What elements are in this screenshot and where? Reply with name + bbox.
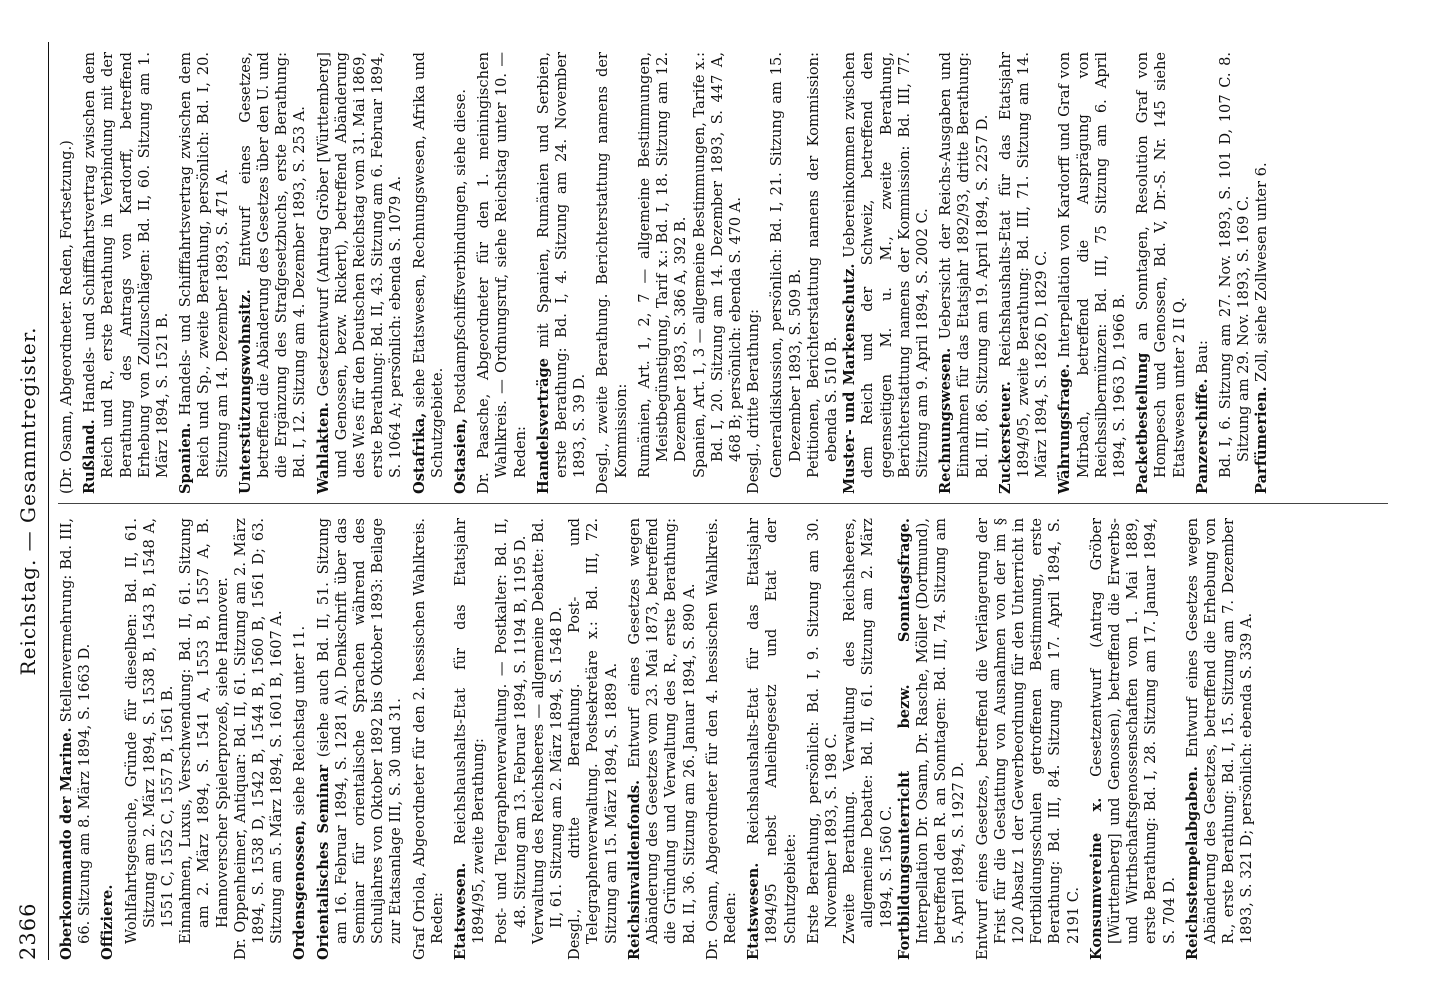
entry-text: Gesetzentwurf (Antrag Gröber [Württemberg] und Genossen, bezw. Rickert), betreffend Abänderung des W.es für den Deutschen Reichstag vom 31. Mai 1869, erste Berathung: Bd. II, 43. Sitzung am 6. Februar 1894, S. 1064 A; persönlich: ebenda S. 1079 A.	[314, 51, 405, 478]
entry-text: Reichshaushalts-Etat für das Etatsjahr 1894/95, zweite Berathung:	[452, 518, 488, 944]
index-entry	[535, 52, 590, 494]
index-entry	[452, 52, 470, 494]
entry-text: Interpellation Dr. Osann, Dr. Rasche, Möller (Dortmund), betreffend den R. an Sonntagen: Bd. III, 74. Sitzung am 5. April 1894, S. 1927 D.	[913, 518, 968, 944]
entry-text: Entwurf eines Gesetzes, betreffend die Verlängerung der Frist für die Gestattung von Ausnahmen von der im § 120 Absatz 1 der Gewerbeordnung für den Unterricht in Fortbildungsschulen getroffenen Bestimmung, erste Berathung: Bd. III, 84. Sitzung am 17. April 1894, S. 2191 C.	[973, 518, 1082, 960]
entry-text: Entwurf eines Gesetzes, betreffend die Abänderung des Gesetzes über den U. und die Ergänzung des Strafgesetzbuchs, erste Berathung: Bd. I, 12. Sitzung am 4. Dezember 1893, S. 253 A.	[236, 51, 309, 478]
index-entry	[177, 518, 232, 960]
entry-keyword: Rechnungswesen.	[937, 347, 955, 494]
index-entry	[997, 52, 1052, 494]
entry-keyword: Oberkommando der Marine.	[58, 727, 75, 960]
index-entry	[841, 518, 896, 960]
entry-text: Desgl., dritte Berathung:	[745, 308, 763, 494]
page-number: 2366	[16, 902, 40, 960]
index-entry	[58, 518, 94, 960]
entry-keyword: Packetbestellung	[1134, 352, 1152, 494]
entry-text: siehe Reichstag unter 11.	[291, 625, 309, 816]
entry-text: Dr. Oppenheimer, Antiquar: Bd. II, 61. Sitzung am 2. März 1894, S. 1538 D, 1542 B, 1544 B, 1560 B, 1561 D; 63. Sitzung am 5. März 1894, S. 1601 B, 1607 A.	[231, 518, 286, 960]
entry-keyword: Ostasien,	[452, 418, 470, 494]
index-entry	[1253, 52, 1271, 494]
index-entry	[1088, 518, 1179, 960]
index-entry	[530, 518, 566, 960]
entry-text: Petitionen, Berichterstattung namens der Kommission: ebenda S. 510 B.	[804, 52, 840, 478]
entry-text: Entwurf eines Gesetzes wegen Abänderung des Gesetzes vom 23. Mai 1873, betreffend die Gründung und Verwaltung des R., erste Berathung: Bd. II, 36. Sitzung am 26. Januar 1894, S. 890 A.	[625, 518, 698, 944]
index-entry	[1217, 52, 1253, 494]
index-entry	[1184, 518, 1257, 960]
entry-text: Stellenvermehrung: Bd. III, 66. Sitzung am 8. März 1894, S. 1663 D.	[58, 518, 94, 944]
index-entry	[411, 52, 447, 494]
index-entry	[768, 52, 804, 494]
index-entry	[1134, 52, 1189, 494]
index-entry	[626, 518, 699, 960]
entry-text: Wohlfahrtsgesuche, Gründe für dieselben: Bd. II, 61. Sitzung am 2. März 1894, S. 1538 B, 1543 B, 1548 A, 1551 C, 1552 C, 1557 B, 1561 B.	[122, 518, 177, 944]
entry-text: Gesetzentwurf (Antrag Gröber [Württemberg] und Genossen), betreffend die Erwerbs- und Wirthschaftsgenossenschaften vom 1. Mai 1889, erste Berathung: Bd. I, 28. Sitzung am 17. Januar 1894, S. 704 D.	[1087, 517, 1178, 944]
entry-keyword: Offiziere.	[99, 884, 117, 960]
entry-text: Zoll, siehe Zollwesen unter 6.	[1253, 162, 1271, 382]
right-column	[58, 52, 1277, 494]
entry-text: Interpellation von Kardorff und Graf von Mirbach, betreffend die Ausprägung von Reichssilbermünzen: Bd. III, 75 Sitzung am 6. April 1894, S. 1963 D, 1966 B.	[1056, 51, 1128, 478]
entry-keyword: Währungsfrage.	[1056, 363, 1074, 494]
index-entry	[58, 52, 76, 494]
entry-text: Graf Oriola, Abgeordneter für den 2. hessischen Wahlkreis. Reden:	[410, 518, 446, 960]
index-entry	[896, 518, 969, 960]
entry-keyword: Fortbildungsunterricht bezw. Sonntagsfrage.	[895, 518, 913, 960]
index-entry	[232, 518, 287, 960]
entry-keyword: Unterstützungswohnsitz.	[236, 289, 254, 494]
index-entry	[1194, 52, 1212, 494]
index-entry	[937, 52, 992, 494]
page-header	[4, 42, 49, 960]
entry-text: Uebereinkommen zwischen dem Reich und der Schweiz, betreffend den gegenseitigen M. u. M., zweite Berathung, Berichterstattung namens der Kommission: Bd. III, 77. Sitzung am 9. April 1894, S. 2002 C.	[841, 52, 931, 478]
entry-text: Erste Berathung, persönlich: Bd. I, 9. Sitzung am 30. November 1893, S. 198 C.	[804, 518, 840, 944]
entry-keyword: Parfümerien.	[1253, 386, 1271, 494]
entry-keyword: Ordensgenossen,	[291, 820, 309, 960]
entry-text: (Dr. Osann, Abgeordneter. Reden, Fortsetzung.)	[58, 140, 75, 494]
entry-text: Reichshaushalts-Etat für das Etatsjahr 1894/95, zweite Berathung: Bd. III, 71. Sitzung am 14. März 1894, S. 1826 D, 1829 C.	[996, 52, 1051, 478]
entry-keyword: Spanien.	[177, 422, 195, 494]
entry-keyword: Rußland.	[81, 419, 99, 494]
entry-text: Entwurf eines Gesetzes wegen Abänderung des Gesetzes, betreffend die Erhebung von R., erste Berathung: Bd. I, 15. Sitzung am 7. Dezember 1893, S. 321 D; persönlich: ebenda S. 339 A.	[1183, 518, 1256, 944]
entry-keyword: Konsumvereine x.	[1087, 797, 1105, 960]
index-entry	[566, 518, 621, 960]
entry-keyword: Wahlakten.	[314, 401, 332, 494]
page-title: Reichstag. — Gesammtregister.	[16, 326, 40, 676]
entry-text: Desgl., dritte Berathung. Post- und Telegraphenverwaltung. Postsekretäre x.: Bd. III, 72. Sitzung am 15. März 1894, S. 1889 A.	[566, 518, 620, 960]
index-entry	[99, 518, 117, 960]
entry-text: Verwaltung des Reichsheeres — allgemeine Debatte: Bd. II, 61. Sitzung am 2. März 1894, S. 1548 D.	[529, 518, 566, 944]
entry-keyword: Reichsstempelabgaben.	[1183, 766, 1201, 960]
entry-text: Uebersicht der Reichs-Ausgaben und Einnahmen für das Etatsjahr 1892/93, dritte Berathung: Bd. III, 86. Sitzung am 19. April 1894, S. 2257 D.	[937, 52, 991, 478]
index-entry	[805, 52, 841, 494]
entry-keyword: Muster- und Markenschutz.	[841, 263, 859, 494]
entry-text: Spanien, Art. 1, 3 — allgemeine Bestimmungen, Tarife x.: Bd. I, 20. Sitzung am 14. Dezember 1893, S. 447 A, 468 B; persönlich: ebenda S. 470 A.	[690, 52, 744, 478]
index-entry	[745, 52, 763, 494]
entry-text: mit Spanien, Rumänien und Serbien, erste Berathung: Bd. I, 4. Sitzung am 24. November 1893, S. 39 D.	[534, 51, 589, 478]
index-entry	[1056, 52, 1129, 494]
index-entry	[636, 52, 691, 494]
entry-keyword: Orientalisches Seminar	[314, 764, 332, 960]
index-entry	[411, 518, 447, 960]
index-entry	[81, 52, 172, 494]
entry-text: Desgl., zweite Berathung. Berichterstattung namens der Kommission:	[594, 52, 630, 494]
entry-keyword: Reichsinvalidenfonds.	[625, 779, 643, 960]
entry-text: Handels- und Schifffahrtsvertrag zwischen dem Reich und Sp., zweite Berathung, persönlich: Bd. I, 20. Sitzung am 14. Dezember 1893, S. 471 A.	[177, 52, 231, 478]
index-entry	[291, 518, 309, 960]
entry-text: Bau:	[1193, 340, 1211, 374]
entry-text: Handels- und Schifffahrtsvertrag zwischen dem Reich und R., erste Berathung in Verbindung mit der Berathung des Antrags von Kardorff, betreffend Erhebung von Zollzuschlägen: Bd. II, 60. Sitzung am 1. März 1894, S. 1521 B.	[81, 51, 172, 478]
index-entry	[315, 518, 406, 960]
index-entry	[974, 518, 1083, 960]
entry-text: Rumänien, Art. 1, 2, 7 — allgemeine Bestimmungen, Meistbegünstigung, Tarif x.: Bd. I, 18. Sitzung am 12. Dezember 1893, S. 386 A, 392 B.	[635, 52, 690, 478]
index-entry	[841, 52, 932, 494]
index-entry	[315, 52, 406, 494]
entry-text: Reichshaushalts-Etat für das Etatsjahr 1894/95 nebst Anleihegesetz und Etat der Schutzgebiete:	[745, 518, 799, 944]
index-entry	[237, 52, 310, 494]
entry-text: Post- und Telegraphenverwaltung. — Postkalter: Bd. II, 48. Sitzung am 13. Februar 1894, S. 1194 B, 1195 D.	[493, 518, 529, 944]
index-entry	[177, 52, 232, 494]
index-entry	[704, 518, 740, 960]
entry-keyword: Zuckersteuer.	[996, 381, 1014, 494]
entry-text: siehe Etatswesen, Rechnungswesen, Afrika und Schutzgebiete.	[410, 51, 446, 478]
index-entry	[475, 52, 530, 494]
entry-keyword: Handelsverträge	[534, 358, 552, 494]
index-entry	[745, 518, 800, 960]
entry-keyword: Ostafrika,	[410, 412, 428, 494]
entry-keyword: Etatswesen.	[745, 862, 763, 960]
entry-text: Dr. Osann, Abgeordneter für den 4. hessischen Wahlkreis. Reden:	[703, 518, 739, 960]
entry-text: Generaldiskussion, persönlich: Bd. I, 21. Sitzung am 15. Dezember 1893, S. 509 B.	[768, 52, 804, 478]
entry-text: Bd. I, 6. Sitzung am 27. Nov. 1893, S. 101 D, 107 C. 8. Sitzung am 29. Nov. 1893, S. 169 C.	[1216, 52, 1253, 478]
entry-text: Dr. Paasche, Abgeordneter für den 1. meiningischen Wahlkreis. — Ordnungsruf, siehe Reichstag unter 10. — Reden:	[475, 52, 529, 494]
index-entry	[691, 52, 746, 494]
index-entry	[805, 518, 841, 960]
entry-text: (siehe auch Bd. II, 51. Sitzung am 16. Februar 1894, S. 1281 A). Denkschrift über das Seminar für orientalische Sprachen während des Schuljahres von Oktober 1892 bis Oktober 1893: Beilage zur Etatsanlage III, S. 30 und 31.	[314, 518, 405, 944]
column-divider	[58, 503, 1388, 504]
entry-text: Einnahmen, Luxus, Verschwendung: Bd. II, 61. Sitzung am 2. März 1894, S. 1541 A, 1553 B, 1557 A, B. Hannoverscher Spielerprozeß, siehe Hannover.	[177, 518, 231, 944]
entry-text: an Sonntagen, Resolution Graf von Hompesch und Genossen, Bd. V, Dr.-S. Nr. 145 siehe Etatswesen unter 2 II Q.	[1134, 51, 1188, 478]
entry-keyword: Etatswesen.	[452, 862, 470, 960]
entry-text: Zweite Berathung. Verwaltung des Reichsheeres, allgemeine Debatte: Bd. II, 61. Sitzung am 2. März 1894, S. 1560 C.	[841, 518, 895, 944]
index-entry	[452, 518, 488, 960]
entry-keyword: Panzerschiffe.	[1193, 378, 1211, 494]
left-column	[58, 518, 1262, 960]
index-entry	[594, 52, 630, 494]
entry-text: Postdampfschiffsverbindungen, siehe diese.	[452, 88, 470, 414]
index-entry	[493, 518, 529, 960]
index-entry	[123, 518, 178, 960]
